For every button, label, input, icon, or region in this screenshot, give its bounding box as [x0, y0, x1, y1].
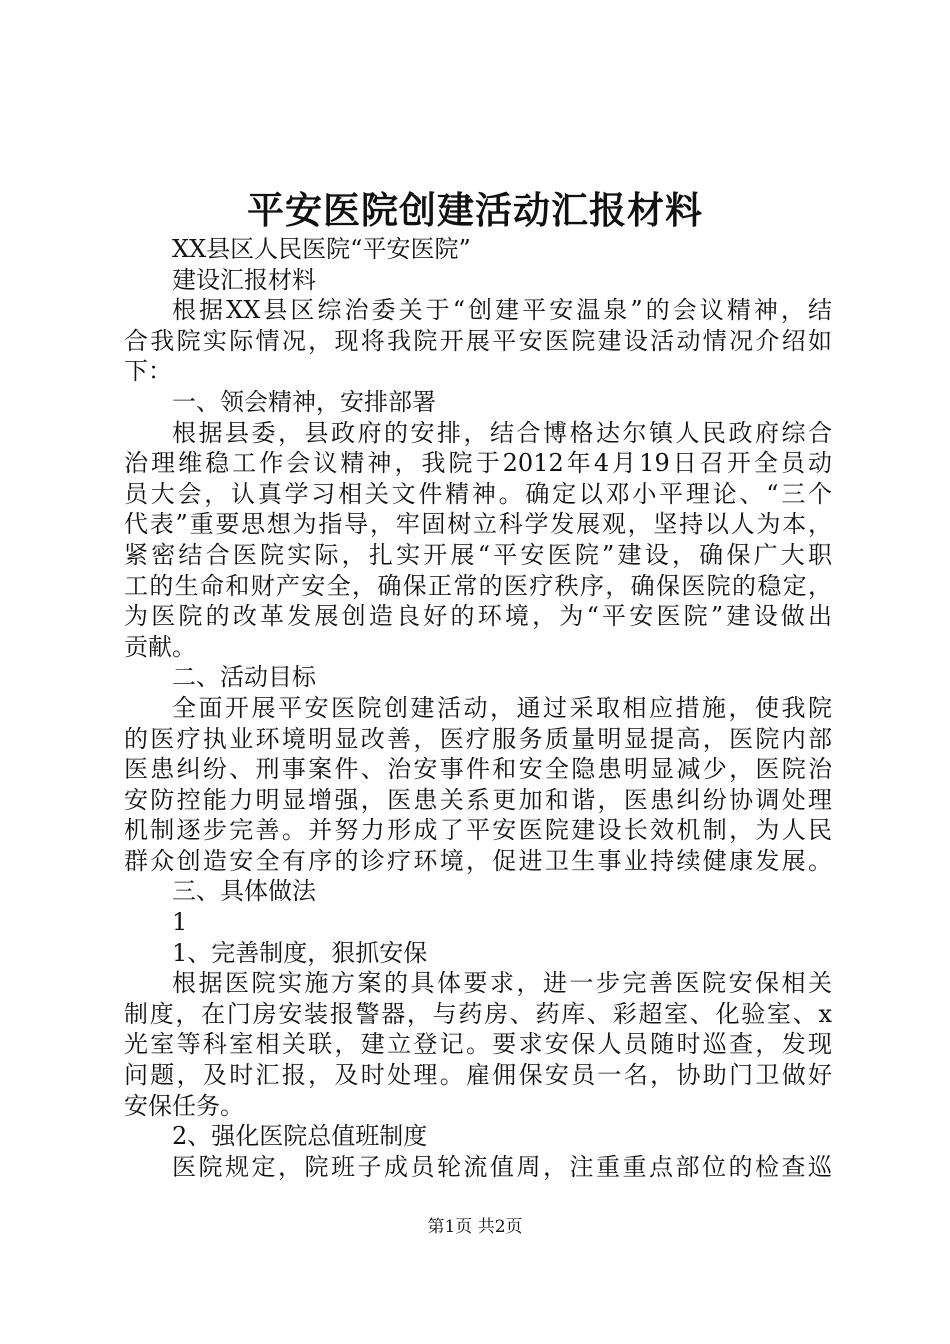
text-line: 根据县委，县政府的安排，结合博格达尔镇人民政府综合 [172, 418, 832, 447]
text-line: XX县区人民医院“平安医院” [172, 235, 471, 263]
text-line: 1、完善制度，狠抓安保 [172, 938, 428, 967]
text-line: 三、具体做法 [172, 877, 316, 906]
text-line: 2、强化医院总值班制度 [172, 1122, 428, 1151]
text-line: 下： [124, 357, 172, 386]
text-line: 安防控能力明显增强，医患关系更加和谐，医患纠纷协调处理 [124, 785, 832, 814]
text-line: 的医疗执业环境明显改善，医疗服务质量明显提高，医院内部 [124, 724, 832, 753]
page-footer: 第1页 共2页 [427, 1217, 523, 1237]
text-line: 建设汇报材料 [172, 265, 316, 294]
text-line: 医患纠纷、刑事案件、治安事件和安全隐患明显减少，医院治 [124, 755, 832, 784]
text-line: 全面开展平安医院创建活动，通过采取相应措施，使我院 [172, 693, 832, 722]
text-line: 制度，在门房安装报警器，与药房、药库、彩超室、化验室、x [124, 999, 832, 1028]
text-line: 1 [172, 908, 188, 937]
text-line: 问题，及时汇报，及时处理。雇佣保安员一名，协助门卫做好 [124, 1061, 832, 1090]
text-line: 一、领会精神，安排部署 [172, 387, 436, 416]
text-line: 紧密结合医院实际，扎实开展“平安医院”建设，确保广大职 [124, 540, 832, 569]
text-line: 工的生命和财产安全，确保正常的医疗秩序，确保医院的稳定， [124, 571, 832, 600]
document-body [124, 234, 832, 1182]
text-line: 治理维稳工作会议精神，我院于2012年4月19日召开全员动 [124, 449, 832, 478]
text-line: 根据XX县区综治委关于“创建平安温泉”的会议精神，结 [172, 296, 832, 325]
text-line: 合我院实际情况，现将我院开展平安医院建设活动情况介绍如 [124, 326, 832, 355]
document-title: 平安医院创建活动汇报材料 [247, 188, 703, 232]
text-line: 医院规定，院班子成员轮流值周，注重重点部位的检查巡 [172, 1152, 832, 1181]
text-line: 员大会，认真学习相关文件精神。确定以邓小平理论、“三个 [124, 479, 832, 508]
text-line: 安保任务。 [124, 1091, 244, 1120]
text-line: 根据医院实施方案的具体要求，进一步完善医院安保相关 [172, 969, 832, 998]
text-line: 二、活动目标 [172, 663, 316, 692]
text-line: 群众创造安全有序的诊疗环境，促进卫生事业持续健康发展。 [124, 846, 832, 875]
text-line: 代表”重要思想为指导，牢固树立科学发展观，坚持以人为本， [124, 510, 832, 539]
text-line: 为医院的改革发展创造良好的环境，为“平安医院”建设做出 [124, 602, 832, 631]
text-line: 光室等科室相关联，建立登记。要求安保人员随时巡查，发现 [124, 1030, 832, 1059]
text-line: 贡献。 [124, 632, 196, 661]
text-line: 机制逐步完善。并努力形成了平安医院建设长效机制，为人民 [124, 816, 832, 845]
